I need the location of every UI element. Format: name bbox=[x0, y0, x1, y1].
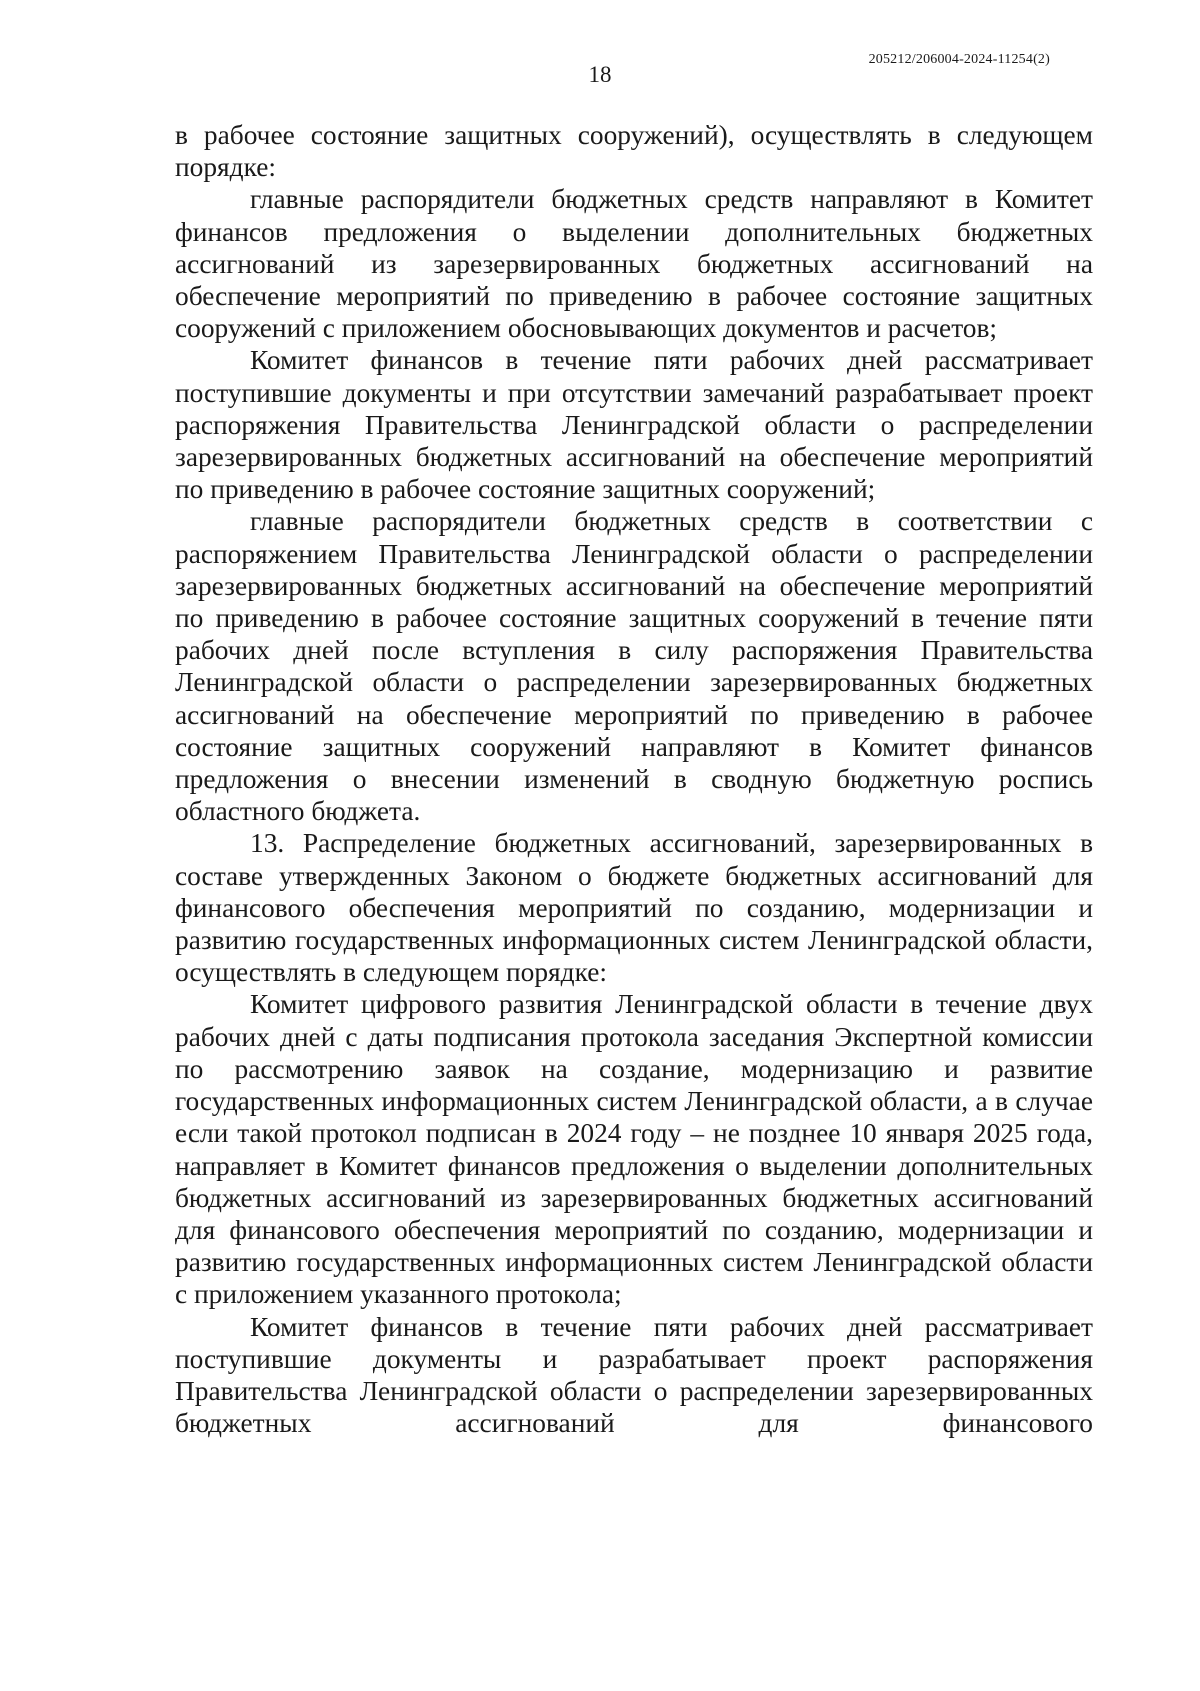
page-number: 18 bbox=[588, 62, 612, 87]
paragraph: в рабочее состояние защитных сооружений), осуществлять в следующем порядке: bbox=[175, 120, 1093, 183]
paragraph: Комитет финансов в течение пяти рабочих дней рассматривает поступившие документы и разрабатывает проект распоряжения Правительства Ленинградской области о распределении зарезервированных бюджетных ассигнований для финансового bbox=[175, 1311, 1093, 1439]
paragraph: Комитет цифрового развития Ленинградской области в течение двух рабочих дней с даты подписания протокола заседания Экспертной комиссии по рассмотрению заявок на создание, модернизацию и развитие государственных информационных систем Ленинградской области, а в случае если такой протокол подписан в 2024 году – не позднее 10 января 2025 года, направляет в Комитет финансов предложения о выделении дополнительных бюджетных ассигнований из зарезервированных бюджетных ассигнований для финансового обеспечения мероприятий по созданию, модернизации и развитию государственных информационных систем Ленинградской области с приложением указанного протокола; bbox=[175, 989, 1093, 1310]
paragraph: 13. Распределение бюджетных ассигнований, зарезервированных в составе утвержденных Законом о бюджете бюджетных ассигнований для финансового обеспечения мероприятий по созданию, модернизации и развитию государственных информационных систем Ленинградской области, осуществлять в следующем порядке: bbox=[175, 828, 1093, 988]
paragraph: Комитет финансов в течение пяти рабочих дней рассматривает поступившие документы и при отсутствии замечаний разрабатывает проект распоряжения Правительства Ленинградской области о распределении зарезервированных бюджетных ассигнований на обеспечение мероприятий по приведению в рабочее состояние защитных сооружений; bbox=[175, 345, 1093, 505]
document-body bbox=[175, 119, 1093, 1439]
paragraph: главные распорядители бюджетных средств в соответствии с распоряжением Правительства Ленинградской области о распределении зарезервированных бюджетных ассигнований на обеспечение мероприятий по приведению в рабочее состояние защитных сооружений в течение пяти рабочих дней после вступления в силу распоряжения Правительства Ленинградской области о распределении зарезервированных бюджетных ассигнований на обеспечение мероприятий по приведению в рабочее состояние защитных сооружений направляют в Комитет финансов предложения о внесении изменений в сводную бюджетную роспись областного бюджета. bbox=[175, 506, 1093, 827]
paragraph: главные распорядители бюджетных средств направляют в Комитет финансов предложения о выделении дополнительных бюджетных ассигнований из зарезервированных бюджетных ассигнований на обеспечение мероприятий по приведению в рабочее состояние защитных сооружений с приложением обосновывающих документов и расчетов; bbox=[175, 184, 1093, 344]
document-id: 205212/206004-2024-11254(2) bbox=[868, 52, 1050, 67]
